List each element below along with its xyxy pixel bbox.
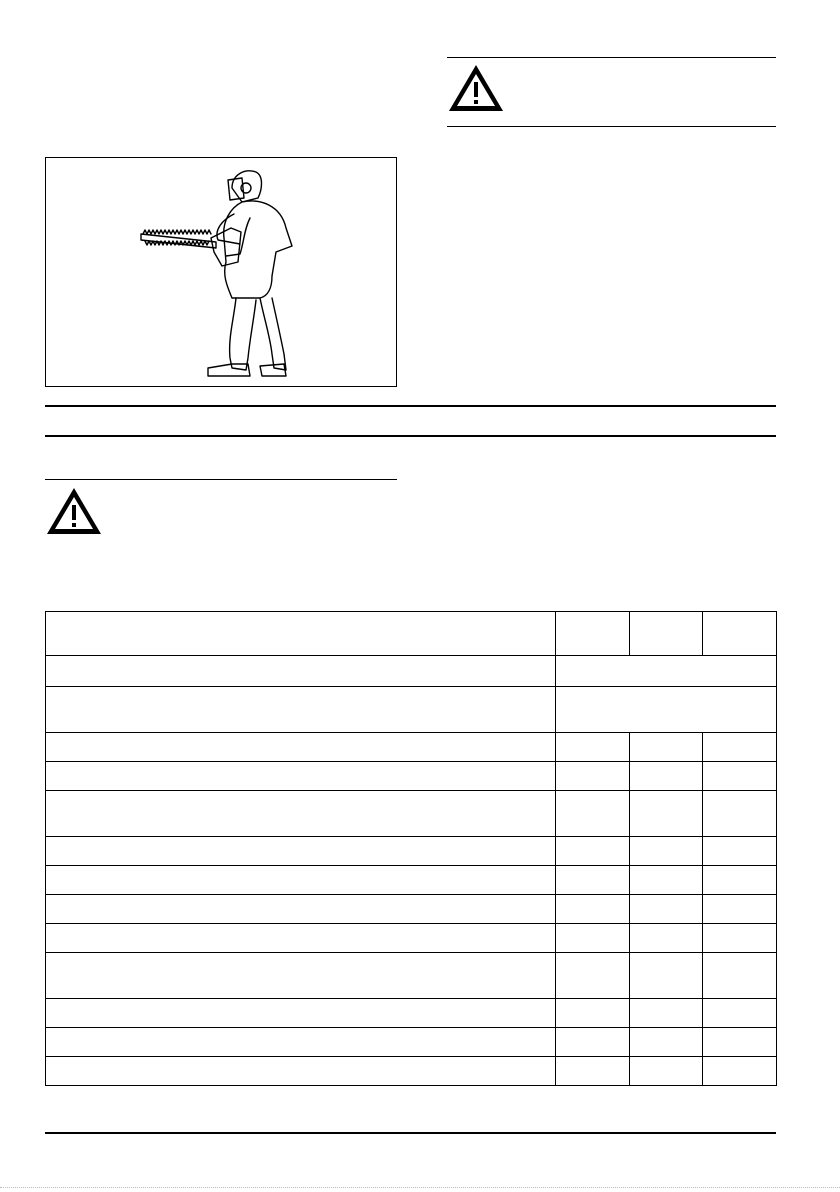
table-cell xyxy=(556,612,630,656)
hedge-trimmer-figure xyxy=(45,157,397,387)
table-cell xyxy=(703,924,777,953)
table-cell xyxy=(556,895,630,924)
table-cell xyxy=(630,1057,703,1086)
table-row xyxy=(46,1028,777,1057)
table-row xyxy=(46,999,777,1028)
warning-top-rule xyxy=(447,57,776,58)
table-cell xyxy=(556,837,630,866)
table-header-row xyxy=(46,612,777,656)
table-row xyxy=(46,791,777,837)
table-cell xyxy=(556,1028,630,1057)
table-row xyxy=(46,762,777,791)
section-warning-rule xyxy=(45,479,397,480)
table-row xyxy=(46,733,777,762)
table-cell xyxy=(46,866,556,895)
table-row xyxy=(46,656,777,687)
table-cell xyxy=(46,791,556,837)
table-cell xyxy=(703,791,777,837)
table-cell xyxy=(46,895,556,924)
footer-rule xyxy=(45,1132,776,1134)
table-cell xyxy=(703,837,777,866)
table-cell xyxy=(703,612,777,656)
table-cell xyxy=(46,999,556,1028)
table-cell xyxy=(703,1028,777,1057)
table-cell xyxy=(46,762,556,791)
table-row xyxy=(46,924,777,953)
table-cell xyxy=(630,1028,703,1057)
table-cell xyxy=(630,895,703,924)
table-cell xyxy=(46,733,556,762)
table-cell xyxy=(556,762,630,791)
table-cell xyxy=(630,762,703,791)
table-cell xyxy=(556,866,630,895)
table-cell xyxy=(703,953,777,999)
warning-triangle-icon xyxy=(447,63,505,113)
table-row xyxy=(46,953,777,999)
warning-triangle-icon xyxy=(45,486,103,536)
table-row xyxy=(46,837,777,866)
table-cell xyxy=(630,866,703,895)
table-cell xyxy=(630,953,703,999)
table-cell xyxy=(556,656,777,687)
table-cell xyxy=(46,1028,556,1057)
table-cell xyxy=(703,762,777,791)
table-cell xyxy=(46,1057,556,1086)
table-row xyxy=(46,687,777,733)
hedge-trimmer-operator-illustration xyxy=(46,158,396,386)
table-cell xyxy=(46,612,556,656)
table-cell xyxy=(556,733,630,762)
table-cell xyxy=(556,953,630,999)
table-cell xyxy=(556,791,630,837)
table-cell xyxy=(630,999,703,1028)
warning-bottom-rule xyxy=(447,126,776,127)
table-cell xyxy=(46,837,556,866)
table-cell xyxy=(630,791,703,837)
table-cell xyxy=(46,687,556,733)
table-cell xyxy=(630,837,703,866)
table-cell xyxy=(703,999,777,1028)
table-cell xyxy=(556,999,630,1028)
section-rule-top xyxy=(45,405,776,407)
table-row xyxy=(46,1057,777,1086)
table-cell xyxy=(630,612,703,656)
table-cell xyxy=(46,953,556,999)
table-cell xyxy=(703,866,777,895)
table-cell xyxy=(556,924,630,953)
table-cell xyxy=(703,1057,777,1086)
page-edge-dots xyxy=(0,1187,840,1188)
table-cell xyxy=(703,733,777,762)
table-cell xyxy=(46,656,556,687)
table-cell xyxy=(703,895,777,924)
table-row xyxy=(46,866,777,895)
specification-table xyxy=(45,611,777,1086)
table-cell xyxy=(46,924,556,953)
section-rule-bottom xyxy=(45,435,776,437)
table-row xyxy=(46,895,777,924)
table-cell xyxy=(556,1057,630,1086)
table-cell xyxy=(630,733,703,762)
table-cell xyxy=(630,924,703,953)
table-cell xyxy=(556,687,777,733)
